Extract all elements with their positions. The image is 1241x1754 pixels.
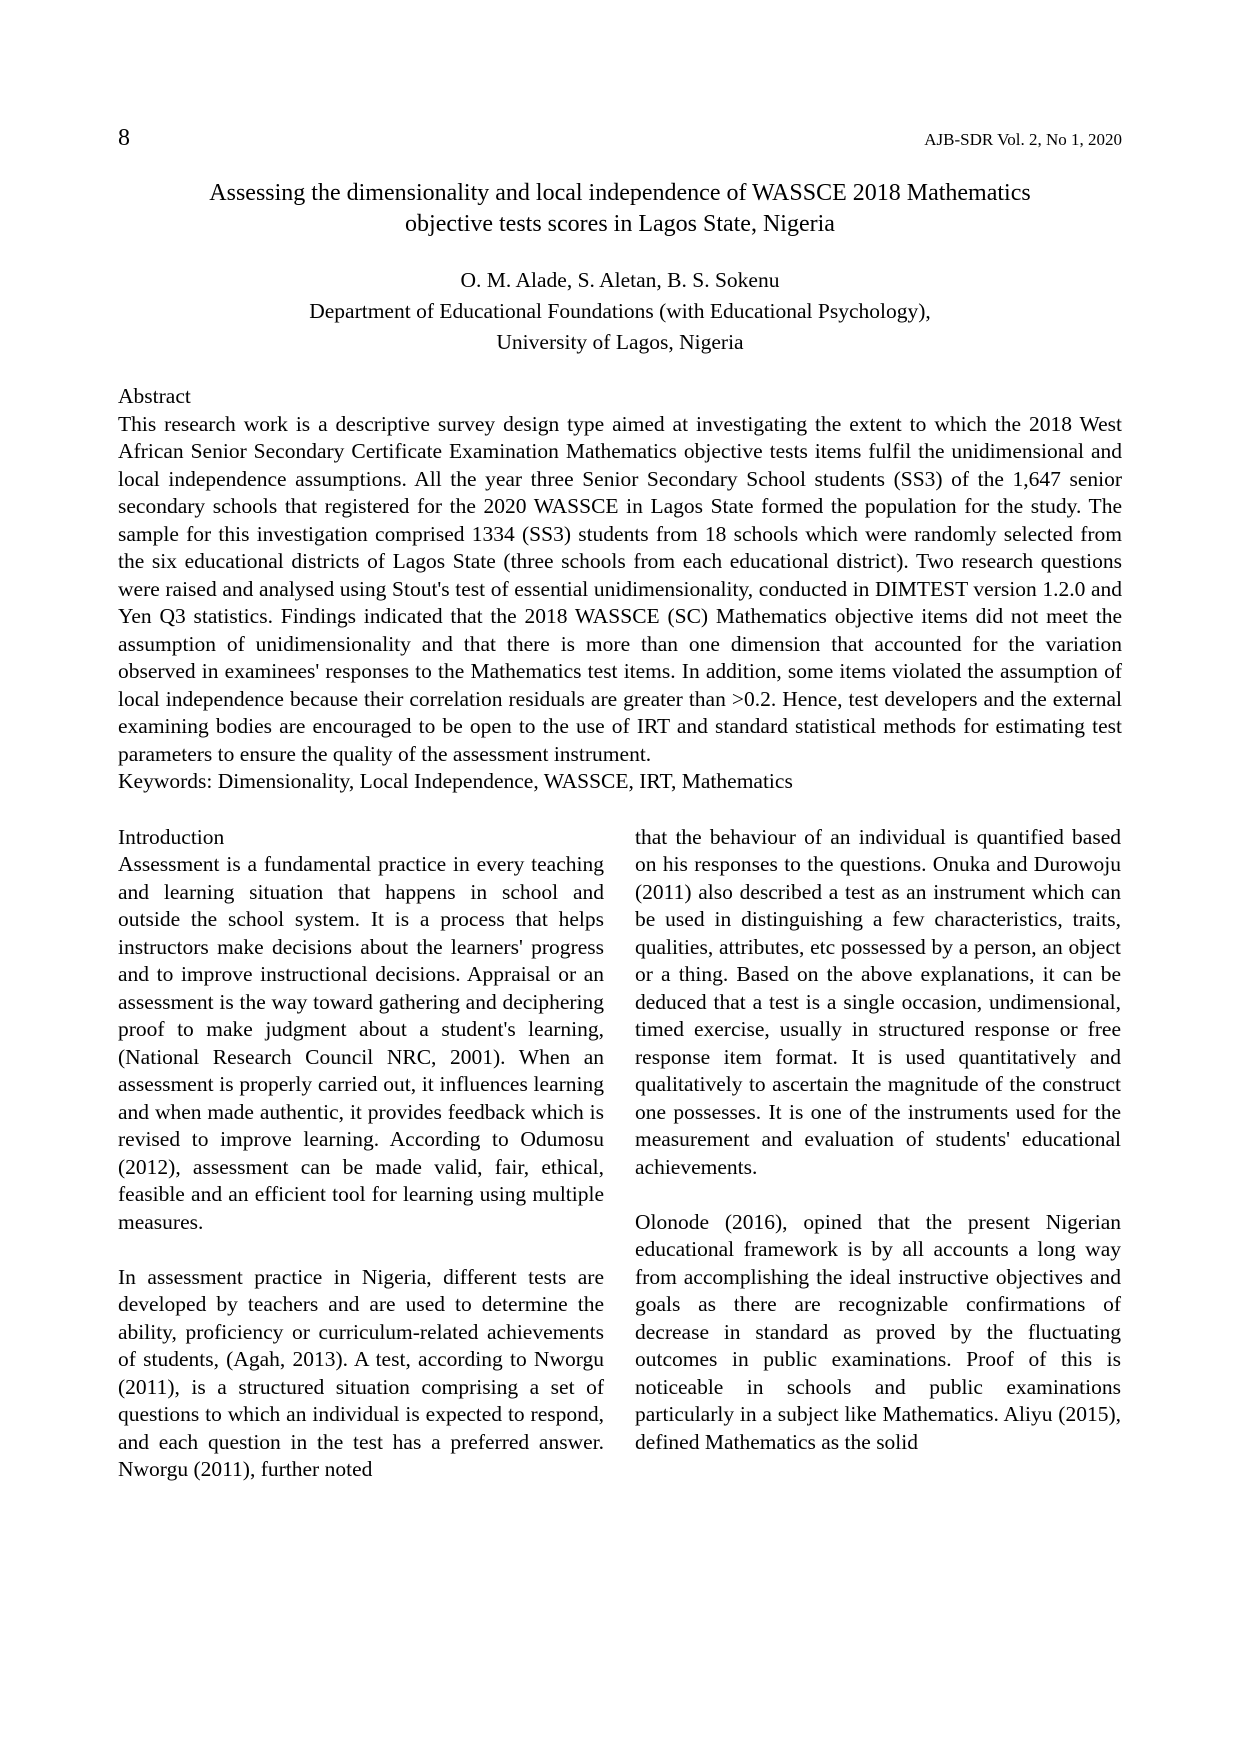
right-column — [635, 824, 1121, 1484]
abstract-heading: Abstract — [118, 384, 191, 408]
author-block — [118, 265, 1122, 358]
abstract-section — [118, 383, 1122, 796]
article-title-line-2: objective tests scores in Lagos State, Nigeria — [405, 211, 835, 237]
right-column-paragraph-2: Olonode (2016), opined that the present Nigerian educational framework is by all accounts a long way from accomplishing the ideal instructive objectives and goals as there are recognizable confirmations of decrease in standard as proved by the fluctuating outcomes in public examinations. Proof of this is noticeable in schools and public examinations particularly in a subject like Mathematics. Aliyu (2015), defined Mathematics as the solid — [635, 1209, 1121, 1454]
journal-header: AJB-SDR Vol. 2, No 1, 2020 — [924, 130, 1122, 149]
article-title-line-1: Assessing the dimensionality and local independence of WASSCE 2018 Mathematics — [209, 180, 1031, 206]
left-column-paragraph-1: Assessment is a fundamental practice in every teaching and learning situation that happens in school and outside the school system. It is a process that helps instructors make decisions about the learners' progress and to improve instructional decisions. Appraisal or an assessment is the way toward gathering and deciphering proof to make judgment about a student's learning, (National Research Council NRC, 2001). When an assessment is properly carried out, it influences learning and when made authentic, it provides feedback which is revised to improve learning. According to Odumosu (2012), assessment can be made valid, fair, ethical, feasible and an efficient tool for learning using multiple measures. — [118, 852, 604, 1234]
page-header — [118, 124, 1122, 152]
article-title — [118, 178, 1122, 240]
left-column-paragraph-2: In assessment practice in Nigeria, different tests are developed by teachers and are used to determine the ability, proficiency or curriculum-related achievements of students, (Agah, 2013). A test, according to Nworgu (2011), is a structured situation comprising a set of questions to which an individual is expected to respond, and each question in the test has a preferred answer. Nworgu (2011), further noted — [118, 1264, 604, 1481]
introduction-heading: Introduction — [118, 824, 225, 849]
abstract-text: This research work is a descriptive survey design type aimed at investigating the extent to which the 2018 West African Senior Secondary Certificate Examination Mathematics objective tests items fulfil the unidimensional and local independence assumptions. All the year three Senior Secondary School students (SS3) of the 1,647 senior secondary schools that registered for the 2020 WASSCE in Lagos State formed the population for the study. The sample for this investigation comprised 1334 (SS3) students from 18 schools which were randomly selected from the six educational districts of Lagos State (three schools from each educational district). Two research questions were raised and analysed using Stout's test of essential unidimensionality, conducted in DIMTEST version 1.2.0 and Yen Q3 statistics. Findings indicated that the 2018 WASSCE (SC) Mathematics objective items did not meet the assumption of unidimensionality and that there is more than one dimension that accounted for the variation observed in examinees' responses to the Mathematics test items. In addition, some items violated the assumption of local independence because their correlation residuals are greater than >0.2. Hence, test developers and the external examining bodies are encouraged to be open to the use of IRT and standard statistical methods for estimating test parameters to ensure the quality of the assessment instrument. — [118, 411, 1122, 766]
right-column-paragraph-1: that the behaviour of an individual is quantified based on his responses to the questions. Onuka and Durowoju (2011) also described a test as an instrument which can be used in distinguishing a few characteristics, traits, qualities, attributes, etc possessed by a person, an object or a thing. Based on the above explanations, it can be deduced that a test is a single occasion, undimensional, timed exercise, usually in structured response or free response item format. It is used quantitatively and qualitatively to ascertain the magnitude of the construct one possesses. It is one of the instruments used for the measurement and evaluation of students' educational achievements. — [635, 824, 1121, 1179]
keywords: Keywords: Dimensionality, Local Independence, WASSCE, IRT, Mathematics — [118, 769, 793, 793]
left-column — [118, 824, 604, 1484]
affiliation-university: University of Lagos, Nigeria — [496, 330, 744, 354]
authors: O. M. Alade, S. Aletan, B. S. Sokenu — [460, 268, 780, 292]
affiliation-department: Department of Educational Foundations (with Educational Psychology), — [309, 299, 931, 323]
page-number: 8 — [118, 125, 130, 151]
body-columns — [118, 824, 1122, 1484]
